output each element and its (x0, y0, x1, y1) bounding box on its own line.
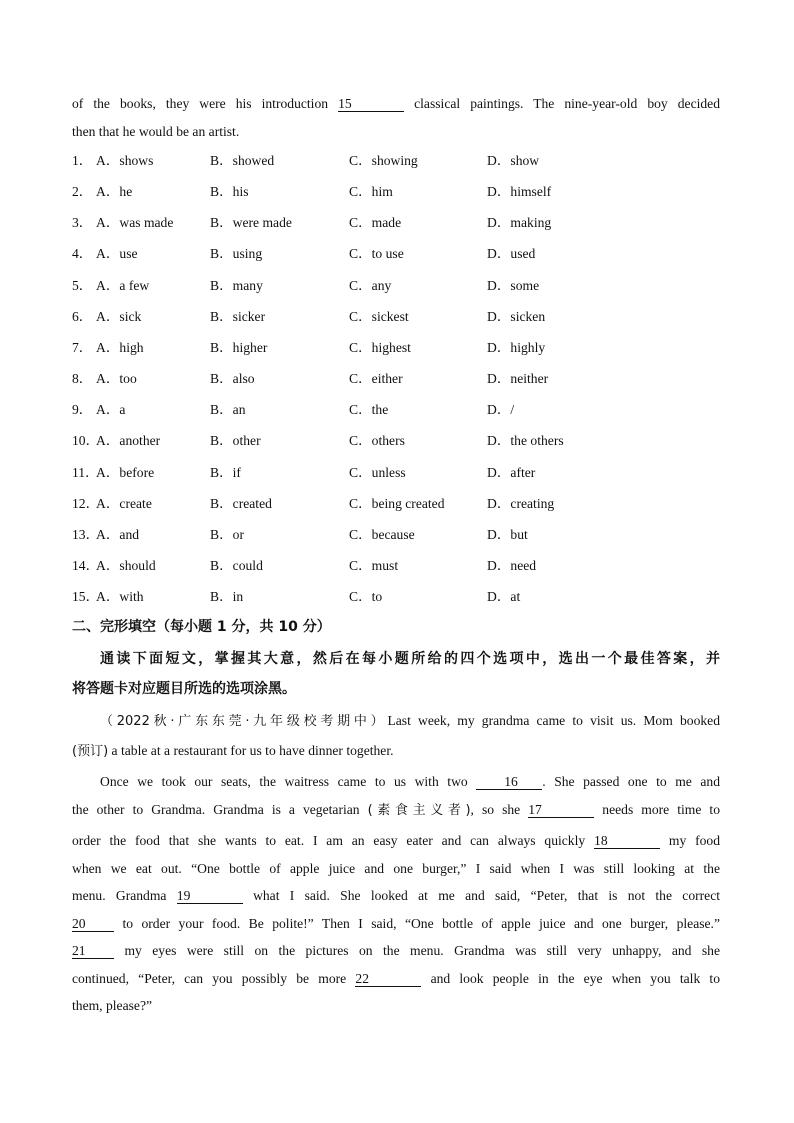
option-a[interactable]: A．a few (96, 277, 150, 293)
option-a[interactable]: A．before (96, 464, 155, 480)
passage-text: to order your food. Be polite!” Then I said, “One bottle of apple juice and one burger, please.” (122, 916, 720, 931)
instruction-line-1: 通读下面短文，掌握其大意，然后在每小题所给的四个选项中，选出一个最佳答案，并 (100, 651, 720, 667)
option-c[interactable]: C．the (349, 402, 389, 418)
option-b[interactable]: B．showed (210, 153, 275, 168)
option-b[interactable]: B．if (210, 464, 241, 480)
passage-text: continued, “Peter, can you possibly be more (72, 971, 347, 986)
question-row (72, 494, 732, 514)
blank-15[interactable]: 15 (338, 96, 404, 112)
question-number: 3． (72, 215, 93, 231)
passage-line-4 (72, 800, 720, 821)
passage-line-6: when we eat out. “One bottle of apple juice and one burger,” I said when I was still looking at the (72, 861, 720, 876)
passage-line-8 (72, 914, 720, 934)
question-number: 4． (72, 246, 93, 262)
question-row (72, 244, 732, 264)
question-number: 12． (72, 495, 100, 511)
option-d[interactable]: D．but (487, 526, 528, 542)
gloss-vegetarian: (素食主义者) (367, 803, 471, 818)
option-a[interactable]: A．use (96, 246, 138, 262)
option-d[interactable]: D．himself (487, 184, 552, 200)
option-c[interactable]: C．others (349, 433, 405, 449)
question-row (72, 307, 732, 327)
option-c[interactable]: C．to use (349, 246, 404, 262)
question-number: 5． (72, 277, 93, 293)
option-a[interactable]: A．with (96, 589, 144, 605)
blank-16[interactable]: 16 (476, 774, 542, 790)
passage-text: Last week, my grandma came to visit us. Mom booked (387, 713, 720, 728)
passage-line-11: them, please?” (72, 998, 153, 1013)
option-a[interactable]: A．shows (96, 153, 154, 168)
option-b[interactable]: B．sicker (210, 308, 266, 324)
intro-line-2: then that he would be an artist. (72, 124, 240, 139)
blank-19[interactable]: 19 (177, 888, 243, 904)
passage-text: order the food that she wants to eat. I am an easy eater and can always quickly (72, 833, 586, 848)
option-c[interactable]: C．to (349, 589, 383, 605)
option-b[interactable]: B．many (210, 277, 263, 293)
question-row (72, 276, 732, 296)
passage-line-10 (72, 969, 720, 989)
option-c[interactable]: C．because (349, 526, 415, 542)
option-d[interactable]: D．the others (487, 433, 564, 449)
question-row (72, 369, 732, 389)
blank-22[interactable]: 22 (355, 971, 421, 987)
passage-line-3 (72, 772, 720, 792)
option-c[interactable]: C．must (349, 557, 399, 573)
question-row (72, 463, 732, 483)
question-number: 6． (72, 308, 93, 324)
option-c[interactable]: C．sickest (349, 308, 409, 324)
option-d[interactable]: D．highly (487, 339, 546, 355)
option-b[interactable]: B．his (210, 184, 249, 200)
option-c[interactable]: C．showing (349, 153, 418, 168)
option-a[interactable]: A．and (96, 526, 140, 542)
question-row (72, 182, 732, 202)
blank-21[interactable]: 21 (72, 943, 114, 959)
question-row (72, 587, 732, 607)
passage-text: and look people in the eye when you talk to (430, 971, 721, 986)
option-b[interactable]: B．using (210, 246, 263, 262)
passage-line-7 (72, 886, 720, 906)
passage-text: a table at a restaurant for us to have dinner together. (108, 743, 394, 758)
option-d[interactable]: D．making (487, 215, 552, 231)
option-d[interactable]: D．used (487, 246, 536, 262)
option-d[interactable]: D．after (487, 464, 536, 480)
intro-text: classical paintings. The nine-year-old boy decided (414, 96, 721, 111)
option-c[interactable]: C．him (349, 184, 393, 200)
passage-text: what I said. She looked at me and said, “Peter, that is not the correct (253, 888, 721, 903)
passage-text: , so she (470, 802, 521, 817)
option-d[interactable]: D．show (487, 153, 540, 168)
question-number: 1． (72, 153, 93, 168)
source-note: （2022秋·广东东莞·九年级校考期中） (100, 714, 388, 729)
passage-text: needs more time to (602, 802, 720, 817)
option-b[interactable]: B．in (210, 589, 244, 605)
question-row (72, 213, 732, 233)
option-a[interactable]: A．should (96, 557, 156, 573)
passage-text: my food (668, 833, 721, 848)
passage-text: . She passed one to me and (542, 774, 720, 789)
question-number: 2． (72, 184, 93, 200)
option-b[interactable]: B．an (210, 402, 246, 418)
option-c[interactable]: C．being created (349, 495, 445, 511)
intro-text: of the books, they were his introduction (72, 96, 329, 111)
question-row (72, 400, 732, 420)
passage-text: Once we took our seats, the waitress came to us with two (100, 774, 468, 789)
option-d[interactable]: D．at (487, 589, 521, 605)
option-a[interactable]: A．create (96, 495, 152, 511)
option-a[interactable]: A．was made (96, 215, 174, 231)
option-b[interactable]: B．higher (210, 339, 268, 355)
option-d[interactable]: D．creating (487, 495, 555, 511)
gloss-booked: (预订) (72, 744, 109, 759)
option-a[interactable]: A．too (96, 371, 137, 387)
option-a[interactable]: A．sick (96, 308, 142, 324)
passage-line-9 (72, 941, 720, 961)
question-row (72, 151, 732, 171)
option-c[interactable]: C．unless (349, 464, 406, 480)
question-row (72, 525, 732, 545)
option-b[interactable]: B．or (210, 526, 244, 542)
option-a[interactable]: A．high (96, 339, 144, 355)
passage-line-5 (72, 831, 720, 851)
passage-text: menu. Grandma (72, 888, 167, 903)
intro-line-1 (72, 94, 720, 114)
question-row (72, 556, 732, 576)
question-number: 8． (72, 371, 93, 387)
option-c[interactable]: C．made (349, 215, 402, 231)
question-number: 11． (72, 464, 99, 480)
option-c[interactable]: C．either (349, 371, 403, 387)
section-title: 二、完形填空（每小题 1 分，共 10 分） (72, 619, 331, 635)
question-number: 10． (72, 433, 100, 449)
question-row (72, 431, 732, 451)
option-b[interactable]: B．other (210, 433, 261, 449)
question-row (72, 338, 732, 358)
blank-17[interactable]: 17 (528, 802, 594, 818)
option-b[interactable]: B．created (210, 495, 272, 511)
option-b[interactable]: B．also (210, 371, 255, 387)
option-c[interactable]: C．highest (349, 339, 411, 355)
option-a[interactable]: A．he (96, 184, 133, 200)
passage-text: my eyes were still on the pictures on the menu. Grandma was still very unhappy, and she (124, 943, 720, 958)
option-a[interactable]: A．a (96, 402, 126, 418)
option-d[interactable]: D．some (487, 277, 540, 293)
option-b[interactable]: B．were made (210, 215, 292, 231)
question-number: 15． (72, 589, 100, 605)
passage-line-2 (72, 741, 720, 762)
passage-text: the other to Grandma. Grandma is a vegetarian (72, 802, 368, 817)
question-number: 13． (72, 526, 100, 542)
passage-line-1 (72, 711, 720, 732)
option-d[interactable]: D．neither (487, 371, 549, 387)
option-d[interactable]: D．need (487, 557, 537, 573)
instruction-line-2: 将答题卡对应题目所选的选项涂黑。 (72, 681, 296, 697)
question-number: 9． (72, 402, 93, 418)
option-d[interactable]: D．/ (487, 402, 515, 418)
question-number: 14． (72, 557, 100, 573)
blank-18[interactable]: 18 (594, 833, 660, 849)
option-b[interactable]: B．could (210, 557, 263, 573)
question-number: 7． (72, 339, 93, 355)
option-d[interactable]: D．sicken (487, 308, 546, 324)
blank-20[interactable]: 20 (72, 916, 114, 932)
option-c[interactable]: C．any (349, 277, 392, 293)
option-a[interactable]: A．another (96, 433, 161, 449)
